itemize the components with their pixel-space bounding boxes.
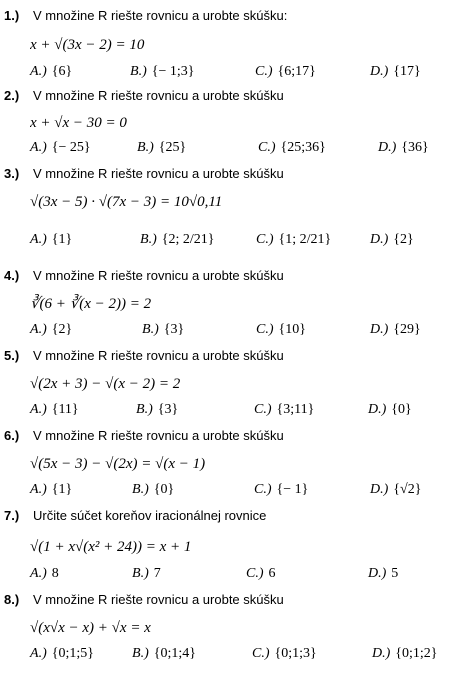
equation-text: √(3x − 5) · √(7x − 3) = 10√0,11	[30, 194, 223, 210]
option-b[interactable]: B .) {3}	[136, 402, 178, 418]
option-c[interactable]: C .) {0;1;3}	[252, 646, 317, 662]
equation	[30, 614, 420, 640]
option-b[interactable]: B .) {0;1;4}	[132, 646, 196, 662]
option-d[interactable]: D .) 5	[368, 566, 398, 582]
option-d[interactable]: D .) {0;1;2}	[372, 646, 438, 662]
option-d[interactable]: D .) {0}	[368, 402, 412, 418]
equation	[30, 188, 420, 214]
question-prompt: Určite súčet koreňov iracionálnej rovnice	[33, 508, 267, 523]
option-a[interactable]: A .) {1}	[30, 232, 72, 248]
option-d[interactable]: D .) {36}	[378, 140, 429, 156]
equation-text: x + √x − 30 = 0	[30, 115, 127, 131]
option-d[interactable]: D .) {√2}	[370, 482, 421, 498]
option-c[interactable]: C .) {10}	[256, 322, 306, 338]
option-b[interactable]: B .) {25}	[137, 140, 186, 156]
option-b[interactable]: B .) {− 1;3}	[130, 64, 194, 80]
option-c[interactable]: C .) {6;17}	[255, 64, 316, 80]
option-c[interactable]: C .) {1; 2/21}	[256, 232, 331, 248]
question-number: 4.)	[4, 268, 20, 283]
equation	[30, 532, 420, 560]
option-c[interactable]: C .) 6	[246, 566, 276, 582]
option-c[interactable]: C .) {3;11}	[254, 402, 314, 418]
equation-text: √(x√x − x) + √x = x	[30, 620, 151, 636]
question-number: 5.)	[4, 348, 20, 363]
equation	[30, 110, 420, 134]
option-a[interactable]: A .) {2}	[30, 322, 72, 338]
option-a[interactable]: A .) {− 25}	[30, 140, 91, 156]
option-a[interactable]: A .) {11}	[30, 402, 79, 418]
equation-text: √(2x + 3) − √(x − 2) = 2	[30, 376, 181, 392]
option-c[interactable]: C .) {− 1}	[254, 482, 308, 498]
question-prompt: V množine R riešte rovnicu a urobte skúšku	[33, 348, 284, 363]
option-b[interactable]: B .) {3}	[142, 322, 184, 338]
question-prompt: V množine R riešte rovnicu a urobte skúšku	[33, 166, 284, 181]
option-b[interactable]: B .) 7	[132, 566, 161, 582]
question-number: 2.)	[4, 88, 20, 103]
question-number: 6.)	[4, 428, 20, 443]
question-prompt: V množine R riešte rovnicu a urobte skúšku	[33, 268, 284, 283]
option-a[interactable]: A .) 8	[30, 566, 59, 582]
question-prompt: V množine R riešte rovnicu a urobte skúšku	[33, 88, 284, 103]
option-c[interactable]: C .) {25;36}	[258, 140, 326, 156]
equation-text: x + √(3x − 2) = 10	[30, 37, 145, 53]
question-prompt: V množine R riešte rovnicu a urobte skúšku:	[33, 8, 288, 23]
option-d[interactable]: D .) {29}	[370, 322, 421, 338]
question-prompt: V množine R riešte rovnicu a urobte skúšku	[33, 428, 284, 443]
question-number: 7.)	[4, 508, 20, 523]
option-b[interactable]: B .) {2; 2/21}	[140, 232, 214, 248]
question-number: 8.)	[4, 592, 20, 607]
equation	[30, 370, 420, 396]
option-d[interactable]: D .) {2}	[370, 232, 414, 248]
equation	[30, 32, 420, 56]
question-number: 1.)	[4, 8, 20, 23]
option-a[interactable]: A .) {6}	[30, 64, 72, 80]
option-a[interactable]: A .) {1}	[30, 482, 72, 498]
option-a[interactable]: A .) {0;1;5}	[30, 646, 94, 662]
equation-text: ∛(6 + ∛(x − 2)) = 2	[30, 296, 152, 312]
option-d[interactable]: D .) {17}	[370, 64, 421, 80]
question-prompt: V množine R riešte rovnicu a urobte skúšku	[33, 592, 284, 607]
equation-text: √(5x − 3) − √(2x) = √(x − 1)	[30, 456, 206, 472]
equation	[30, 450, 420, 476]
option-b[interactable]: B .) {0}	[132, 482, 174, 498]
question-number: 3.)	[4, 166, 20, 181]
equation-text: √(1 + x√(x² + 24)) = x + 1	[30, 539, 192, 555]
equation	[30, 290, 420, 316]
